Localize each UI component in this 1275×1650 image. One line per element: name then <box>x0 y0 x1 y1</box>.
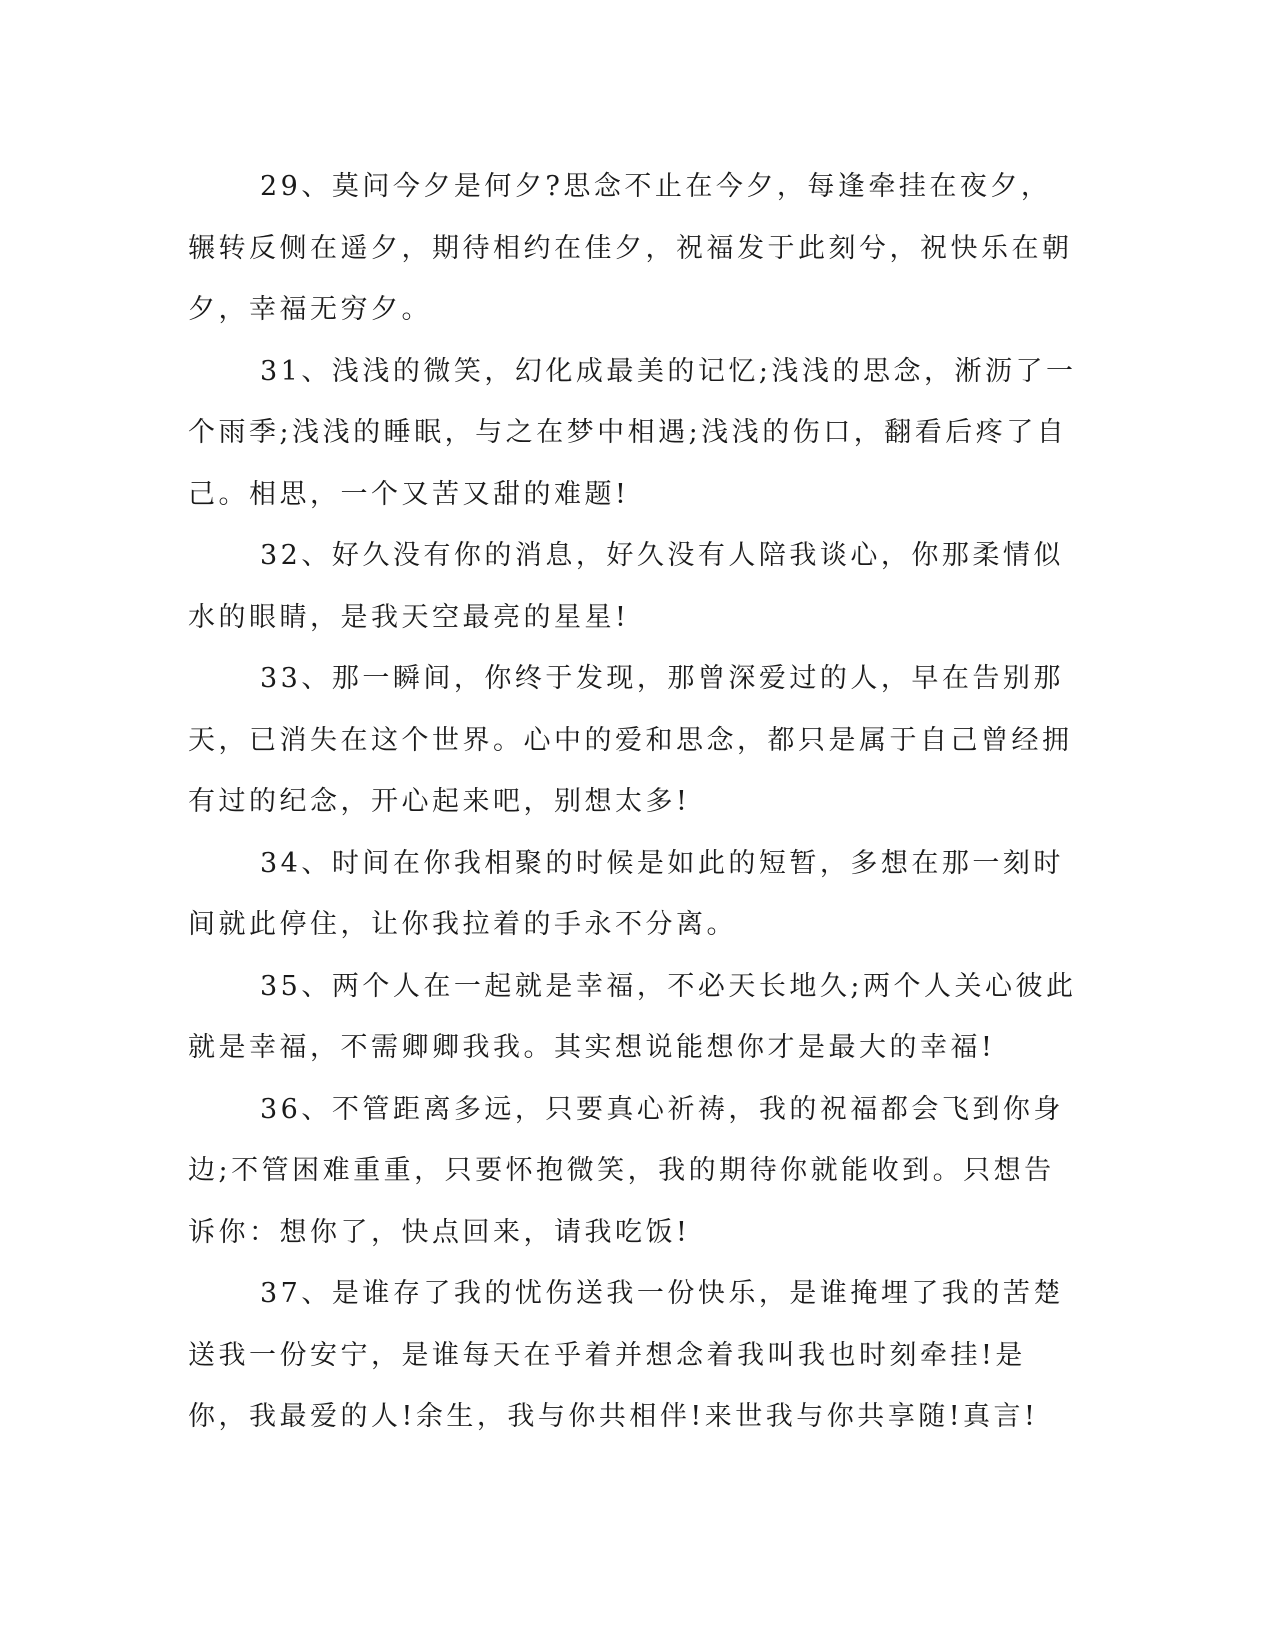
paragraph-29: 29、莫问今夕是何夕?思念不止在今夕，每逢牵挂在夜夕，辗转反侧在遥夕，期待相约在佳夕，祝福发于此刻兮，祝快乐在朝夕，幸福无穷夕。 <box>188 171 1073 325</box>
paragraph-36: 36、不管距离多远，只要真心祈祷，我的祝福都会飞到你身边;不管困难重重，只要怀抱微笑，我的期待你就能收到。只想告诉你：想你了，快点回来，请我吃饭! <box>188 1093 1064 1248</box>
paragraph-34: 34、时间在你我相聚的时候是如此的短暂，多想在那一刻时间就此停住，让你我拉着的手永不分离。 <box>188 847 1064 940</box>
paragraph-37: 37、是谁存了我的忧伤送我一份快乐，是谁掩埋了我的苦楚送我一份安宁，是谁每天在乎着并想念着我叫我也时刻牵挂!是你，我最爱的人!余生，我与你共相伴!来世我与你共享随!真言! <box>188 1278 1064 1432</box>
paragraph-33: 33、那一瞬间，你终于发现，那曾深爱过的人，早在告别那天，已消失在这个世界。心中的爱和思念，都只是属于自己曾经拥有过的纪念，开心起来吧，别想太多! <box>188 663 1073 817</box>
paragraph-32: 32、好久没有你的消息，好久没有人陪我谈心，你那柔情似水的眼睛，是我天空最亮的星星! <box>188 540 1064 633</box>
paragraph-31: 31、浅浅的微笑，幻化成最美的记忆;浅浅的思念，淅沥了一个雨季;浅浅的睡眠，与之在梦中相遇;浅浅的伤口，翻看后疼了自己。相思，一个又苦又甜的难题! <box>188 355 1077 510</box>
paragraph-35: 35、两个人在一起就是幸福，不必天长地久;两个人关心彼此就是幸福，不需卿卿我我。其实想说能想你才是最大的幸福! <box>188 970 1077 1063</box>
document-body <box>188 156 1078 1448</box>
